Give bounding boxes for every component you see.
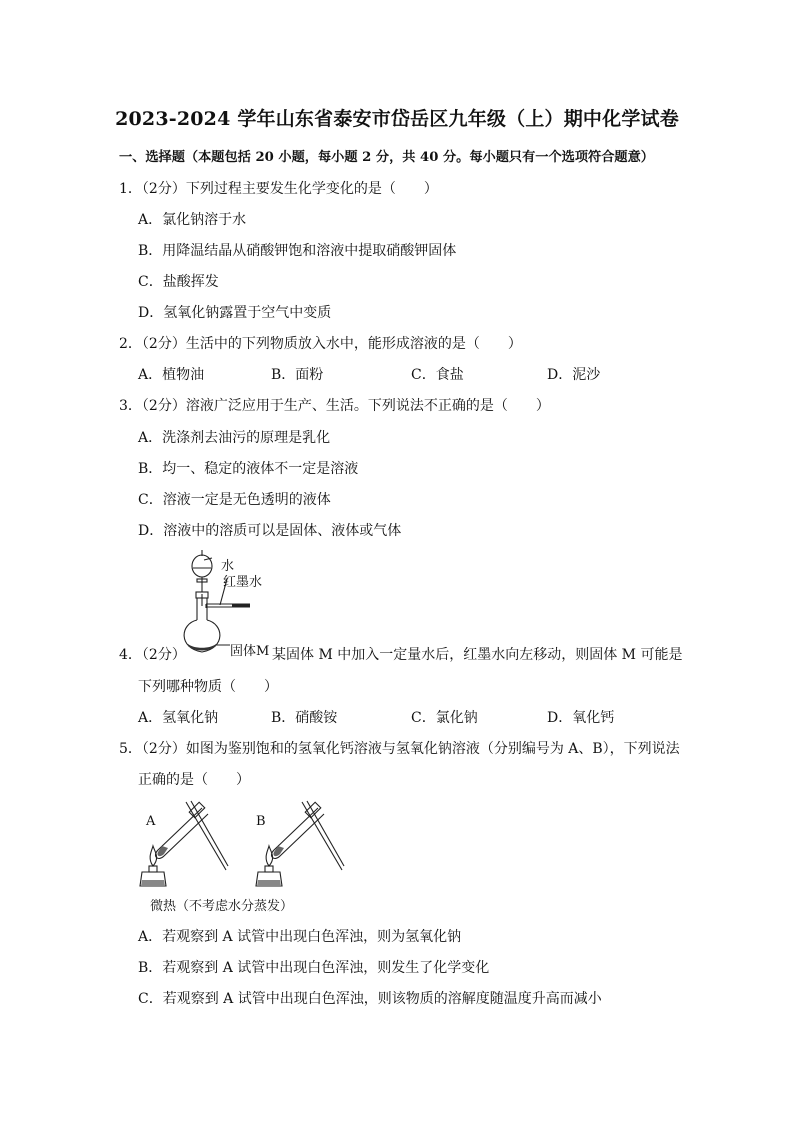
figure-label-solid: 固体M: [230, 644, 270, 659]
q3-option-a: A．洗涤剂去油污的原理是乳化: [138, 430, 331, 446]
test-tube-a-figure: [128, 800, 233, 892]
q2-option-d: D．泥沙: [547, 367, 601, 383]
exam-title: 2023-2024 学年山东省泰安市岱岳区九年级（上）期中化学试卷: [115, 108, 679, 130]
section-heading: 一、选择题（本题包括 20 小题，每小题 2 分，共 40 分。每小题只有一个选项符合题意）: [119, 150, 654, 165]
q4-stem-continued: 下列哪种物质（ ）: [138, 679, 278, 695]
q5-option-b: B．若观察到 A 试管中出现白色浑浊，则发生了化学变化: [138, 960, 490, 976]
figure-caption: 微热（不考虑水分蒸发）: [150, 899, 294, 914]
figure-label-red-ink: 红墨水: [223, 575, 263, 590]
q1-stem: 1．（2分）下列过程主要发生化学变化的是（ ）: [119, 181, 438, 197]
q4-options-row: [0, 707, 794, 727]
q2-stem: 2．（2分）生活中的下列物质放入水中，能形成溶液的是（ ）: [119, 336, 522, 352]
q4-option-b: B．硝酸铵: [271, 710, 338, 726]
q4-option-a: A．氢氧化钠: [138, 710, 219, 726]
q3-stem: 3．（2分）溶液广泛应用于生产、生活。下列说法不正确的是（ ）: [119, 398, 550, 414]
q4-option-c: C．氯化钠: [411, 710, 478, 726]
q4-stem: 某固体 M 中加入一定量水后，红墨水向左移动，则固体 M 可能是: [272, 647, 683, 663]
q1-option-d: D．氢氧化钠露置于空气中变质: [138, 305, 332, 321]
q5-option-c: C．若观察到 A 试管中出现白色浑浊，则该物质的溶解度随温度升高而减小: [138, 991, 602, 1007]
q3-option-c: C．溶液一定是无色透明的液体: [138, 492, 331, 508]
figure-label-water: 水: [221, 559, 235, 574]
q4-option-d: D．氧化钙: [547, 710, 615, 726]
q5-option-a: A．若观察到 A 试管中出现白色浑浊，则为氢氧化钠: [138, 929, 462, 945]
q2-option-c: C．食盐: [411, 367, 464, 383]
q1-option-b: B．用降温结晶从硝酸钾饱和溶液中提取硝酸钾固体: [138, 243, 457, 259]
q4-stem-prefix: 4．（2分）: [119, 647, 186, 663]
q5-stem: 5．（2分）如图为鉴别饱和的氢氧化钙溶液与氢氧化钠溶液（分别编号为 A、B），下列说法: [119, 741, 680, 757]
test-tube-b-label: B: [256, 814, 266, 829]
test-tube-a-label: A: [146, 814, 156, 829]
q1-option-c: C．盐酸挥发: [138, 274, 219, 290]
q2-options-row: [0, 364, 794, 384]
q1-option-a: A．氯化钠溶于水: [138, 212, 247, 228]
q3-option-b: B．均一、稳定的液体不一定是溶液: [138, 461, 359, 477]
q3-option-d: D．溶液中的溶质可以是固体、液体或气体: [138, 523, 402, 539]
q2-option-b: B．面粉: [271, 367, 324, 383]
q2-option-a: A．植物油: [138, 367, 205, 383]
q5-stem-continued: 正确的是（ ）: [138, 772, 250, 788]
